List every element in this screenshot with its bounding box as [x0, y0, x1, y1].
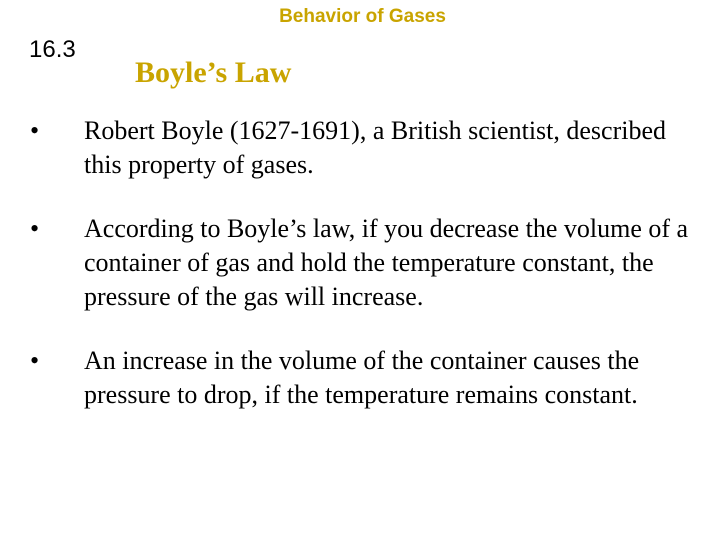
section-number: 16.3 — [29, 36, 76, 63]
bullet-icon: • — [30, 214, 40, 243]
bullet-text: An increase in the volume of the container causes the pressure to drop, if the temperature remains constant. — [84, 346, 640, 409]
bullet-item — [30, 344, 700, 412]
bullet-text: According to Boyle’s law, if you decrease the volume of a container of gas and hold the temperature constant, the pressure of the gas will increase. — [84, 214, 689, 311]
bullet-text: Robert Boyle (1627-1691), a British scientist, described this property of gases. — [84, 116, 667, 179]
lesson-title: Boyle’s Law — [135, 56, 292, 89]
bullet-icon: • — [30, 116, 40, 145]
bullet-item — [30, 114, 700, 182]
bullet-icon: • — [30, 346, 40, 375]
chapter-title: Behavior of Gases — [279, 6, 446, 27]
bullet-list — [30, 114, 700, 442]
bullet-item — [30, 212, 700, 314]
